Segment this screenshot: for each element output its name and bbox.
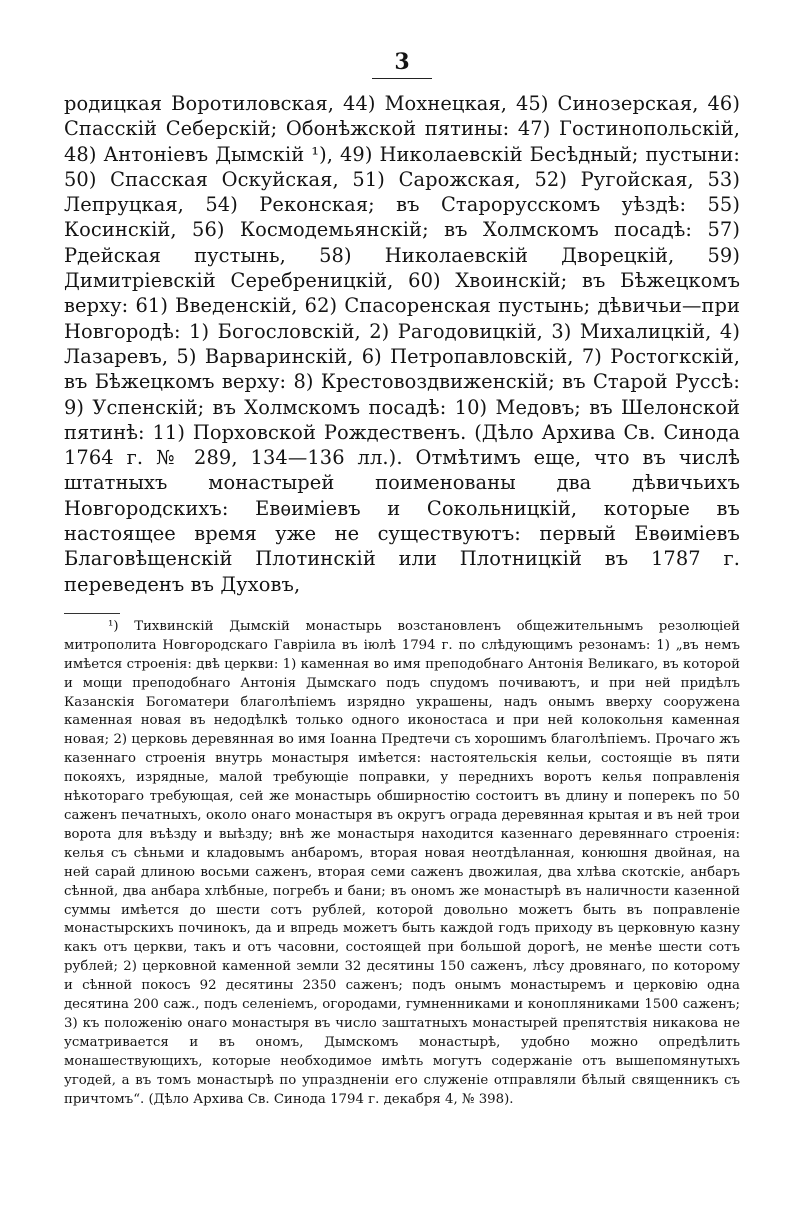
main-text xyxy=(64,91,740,597)
page-number: 3 xyxy=(372,48,432,79)
footnotes xyxy=(64,618,740,1110)
main-paragraph: родицкая Воротиловская, 44) Мохнецкая, 45) Синозерская, 46) Спасскій Себерскій; Обонѣжской пятины: 47) Гостинопольскій, 48) Антоніевъ Дымскій ¹), 49) Николаевскій Бесѣдный; пустыни: 50) Спасская Оскуйская, 51) Сарожская, 52) Ругойская, 53) Лепруцкая, 54) Реконская; въ Старорусскомъ уѣздѣ: 55) Косинскій, 56) Космодемьянскій; въ Холмскомъ посадѣ: 57) Рдейская пустынь, 58) Николаевскій Дворецкій, 59) Димитріевскій Серебреницкій, 60) Хвоинскій; въ Бѣжецкомъ верху: 61) Введенскій, 62) Спасоренская пустынь; дѣвичьи—при Новгородѣ: 1) Богословскій, 2) Рагодовицкій, 3) Михалицкій, 4) Лазаревъ, 5) Варваринскій, 6) Петропавловскій, 7) Ростогкскій, въ Бѣжецкомъ верху: 8) Крестовоздвиженскій; въ Старой Руссѣ: 9) Успенскій; въ Холмскомъ посадѣ: 10) Медовъ; въ Шелонской пятинѣ: 11) Порховской Рождественъ. (Дѣло Архива Св. Синода 1764 г. № 289, 134—136 лл.). Отмѣтимъ еще, что въ числѣ штатныхъ монастырей поименованы два дѣвичьихъ Новгородскихъ: Евѳиміевъ и Сокольницкій, которые въ настоящее время уже не существуютъ: первый Евѳиміевъ Благовѣщенскій Плотинскій или Плотницкій въ 1787 г. переведенъ въ Духовъ, xyxy=(64,92,740,596)
footnote-1: ¹) Тихвинскій Дымскій монастырь возстановленъ общежительнымъ резолюціей митрополита Новгородскаго Гавріила въ іюлѣ 1794 г. по слѣдующимъ резонамъ: 1) „въ немъ имѣется строенія: двѣ церкви: 1) каменная во имя преподобнаго Антонія Великаго, въ которой и мощи преподобнаго Антонія Дымскаго подъ спудомъ почиваютъ, и при ней придѣлъ Казанскія Богоматери благолѣпіемъ изрядно украшены, надъ онымъ вверху сооружена каменная новая въ недодѣлкѣ только одного иконостаса и при ней колокольня каменная новая; 2) церковь деревянная во имя Іоанна Предтечи съ хорошимъ благолѣпіемъ. Прочаго жъ казеннаго строенія внутрь монастыря имѣется: настоятельскія кельи, состоящіе въ пяти покояхъ, изрядные, малой требующіе поправки, у переднихъ воротъ келья поправленія нѣкотораго требующая, сей же монастырь обширностію состоитъ въ длину и поперекъ по 50 саженъ печатныхъ, около онаго монастыря въ округъ ограда деревянная крытая и въ ней трои ворота для въѣзду и выѣзду; внѣ же монастыря находится казеннаго деревяннаго строенія: келья съ сѣньми и кладовымъ анбаромъ, вторая новая неотдѣланная, конюшня двойная, на ней сарай длиною восьми саженъ, вторая семи саженъ двожилая, два хлѣва скотскіе, анбаръ сѣнной, два анбара хлѣбные, погребъ и бани; въ ономъ же монастырѣ въ наличности казенной суммы имѣется до шести сотъ рублей, которой довольно можетъ быть въ поправленіе монастырскихъ починокъ, да и впредь можетъ быть каждой годъ приходу въ церковную казну какъ отъ церкви, такъ и отъ часовни, состоящей при большой дорогѣ, не менѣе шести сотъ рублей; 2) церковной каменной земли 32 десятины 150 саженъ, лѣсу дровянаго, по которому и сѣнной покосъ 92 десятины 2350 саженъ; подъ онымъ монастыремъ и церковію одна десятина 200 саж., подъ селеніемъ, огородами, гумненниками и конопляниками 1500 саженъ; 3) къ положенію онаго монастыря въ число заштатныхъ монастырей препятствія никакова не усматривается и въ ономъ, Дымскомъ монастырѣ, удобно можно опредѣлить монашествующихъ, которые необходимое имѣть могутъ содержаніе отъ вышепомянутыхъ угодей, а въ томъ монастырѣ по упраздненіи его служеніе отправляли бѣлый священникъ съ причтомъ“. (Дѣло Архива Св. Синода 1794 г. декабря 4, № 398). xyxy=(64,618,740,1107)
footnote-separator xyxy=(64,613,120,614)
document-page xyxy=(64,48,740,1110)
